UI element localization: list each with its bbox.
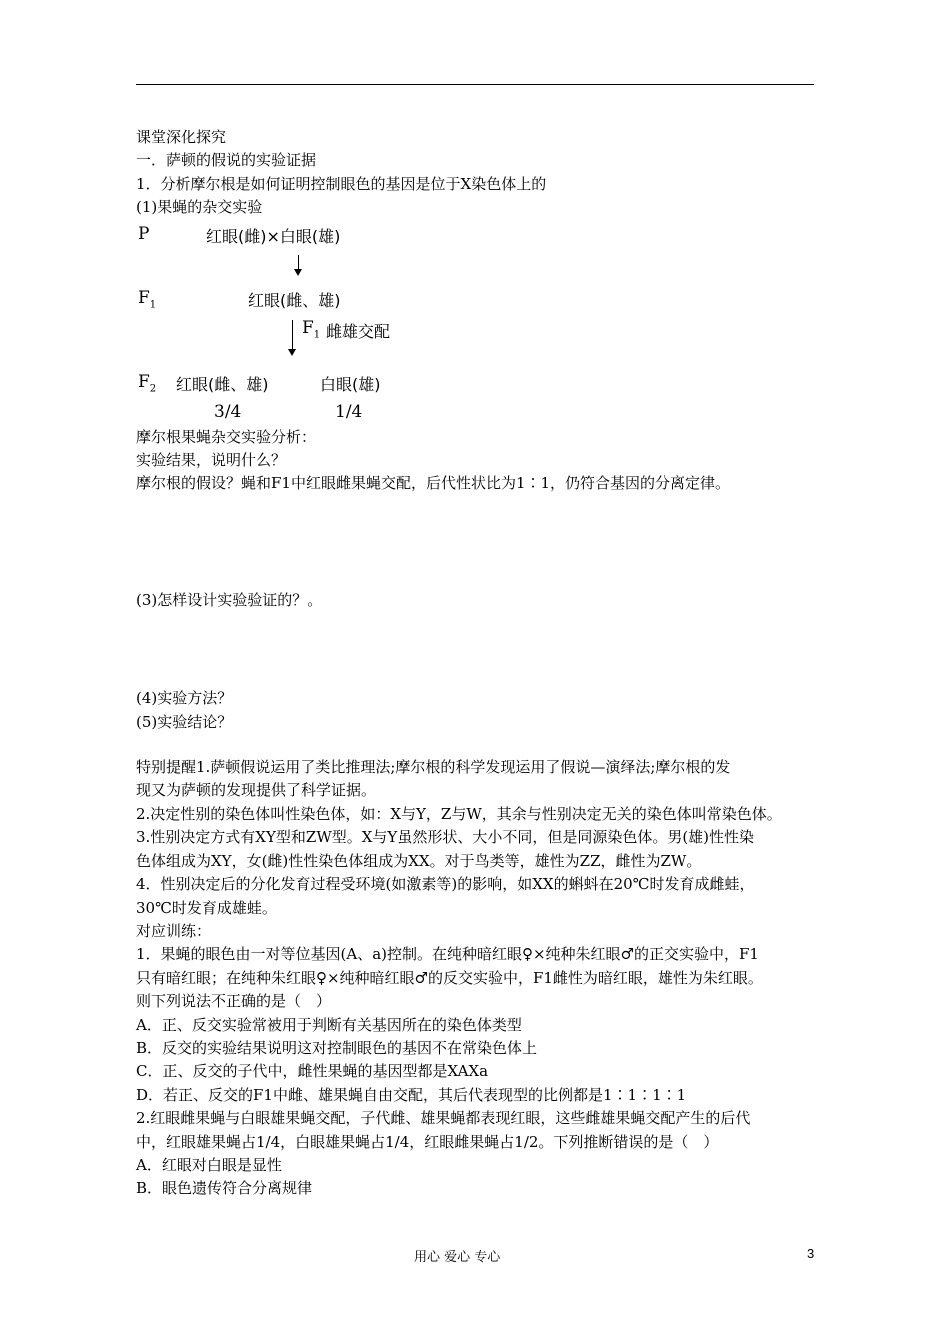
f2-white-eye: 白眼(雄) — [320, 375, 381, 394]
f2-white-ratio: 1/4 — [335, 402, 363, 422]
option-line: B．反交的实验结果说明这对控制眼色的基因不在常染色体上 — [136, 1038, 538, 1057]
exercise-heading: 对应训练： — [136, 921, 212, 940]
option-line: D．若正、反交的F1中雌、雄果蝇自由交配，其后代表现型的比例都是1∶1∶1∶1 — [136, 1085, 687, 1104]
page-number: 3 — [807, 1246, 815, 1261]
header-rule — [136, 84, 814, 85]
question-line: (5)实验结论？ — [136, 712, 233, 731]
option-line: C．正、反交的子代中，雌性果蝇的基因型都是XAXa — [136, 1062, 489, 1081]
arrow-f1-to-f2 — [288, 320, 298, 356]
note-line: 色体组成为XY，女(雌)性性染色体组成为XX。对于鸟类等，雄性为ZZ，雌性为ZW。 — [136, 851, 702, 870]
note-line: 2.决定性别的染色体叫性染色体，如：X与Y，Z与W，其余与性别决定无关的染色体叫常染色体。 — [136, 804, 782, 823]
f1-generation-label: $F_1$ — [138, 288, 157, 311]
note-line: 3.性别决定方式有XY型和ZW型。X与Y虽然形状、大小不同，但是同源染色体。男(雄)性性染 — [136, 828, 755, 847]
exercise-line: 则下列说法不正确的是（ ） — [136, 992, 332, 1011]
question-line: 1．分析摩尔根是如何证明控制眼色的基因是位于X染色体上的 — [136, 174, 547, 193]
exercise-line: 1．果蝇的眼色由一对等位基因(A、a)控制。在纯种暗红眼♀×纯种朱红眼♂的正交实验中，F1 — [136, 945, 759, 964]
section-heading: 课堂深化探究 — [136, 128, 227, 146]
note-line: 特别提醒1.萨顿假说运用了类比推理法;摩尔根的科学发现运用了假说—演绎法;摩尔根的发 — [136, 758, 731, 777]
analysis-line: 摩尔根的假设？蝇和F1中红眼雌果蝇交配，后代性状比为1∶1，仍符合基因的分离定律。 — [136, 474, 731, 493]
p-generation-label: P — [138, 224, 150, 244]
option-line: B．眼色遗传符合分离规律 — [136, 1179, 313, 1198]
note-line: 现又为萨顿的发现提供了科学证据。 — [136, 781, 377, 800]
f2-red-eye: 红眼(雌、雄) — [176, 375, 269, 394]
f1-phenotype: 红眼(雌、雄) — [248, 291, 341, 310]
question-line: (3)怎样设计实验验证的？。 — [136, 590, 323, 609]
analysis-line: 实验结果，说明什么？ — [136, 451, 287, 470]
f1-mating-label: $F_1$ — [302, 318, 321, 341]
arrow-p-to-f1 — [294, 255, 304, 275]
option-line: A．红眼对白眼是显性 — [136, 1155, 282, 1174]
p-generation-cross: 红眼(雌)×白眼(雄) — [206, 227, 341, 246]
f1-mating-text: 雌雄交配 — [326, 322, 391, 341]
analysis-line: 摩尔根果蝇杂交实验分析： — [136, 427, 317, 446]
note-line: 4．性别决定后的分化发育过程受环境(如激素等)的影响，如XX的蝌蚪在20℃时发育成雌蛙， — [136, 875, 755, 894]
note-line: 30℃时发育成雄蛙。 — [136, 898, 277, 917]
exercise-line: 只有暗红眼；在纯种朱红眼♀×纯种暗红眼♂的反交实验中，F1雌性为暗红眼，雄性为朱红眼。 — [136, 968, 763, 987]
f2-generation-label: $F_2$ — [138, 372, 157, 395]
subsection-heading: 一．萨顿的假说的实验证据 — [136, 151, 317, 170]
exercise-line: 2.红眼雌果蝇与白眼雄果蝇交配，子代雌、雄果蝇都表现红眼，这些雌雄果蝇交配产生的后代 — [136, 1109, 751, 1128]
option-line: A．正、反交实验常被用于判断有关基因所在的染色体类型 — [136, 1015, 522, 1034]
exercise-line: 中，红眼雄果蝇占1/4，白眼雄果蝇占1/4，红眼雌果蝇占1/2。下列推断错误的是（ ） — [136, 1132, 719, 1151]
footer-slogan: 用心 爱心 专心 — [414, 1250, 501, 1265]
question-line: (4)实验方法？ — [136, 689, 233, 708]
cross-diagram — [136, 222, 536, 422]
f2-red-ratio: 3/4 — [214, 402, 242, 422]
question-line: (1)果蝇的杂交实验 — [136, 198, 263, 217]
